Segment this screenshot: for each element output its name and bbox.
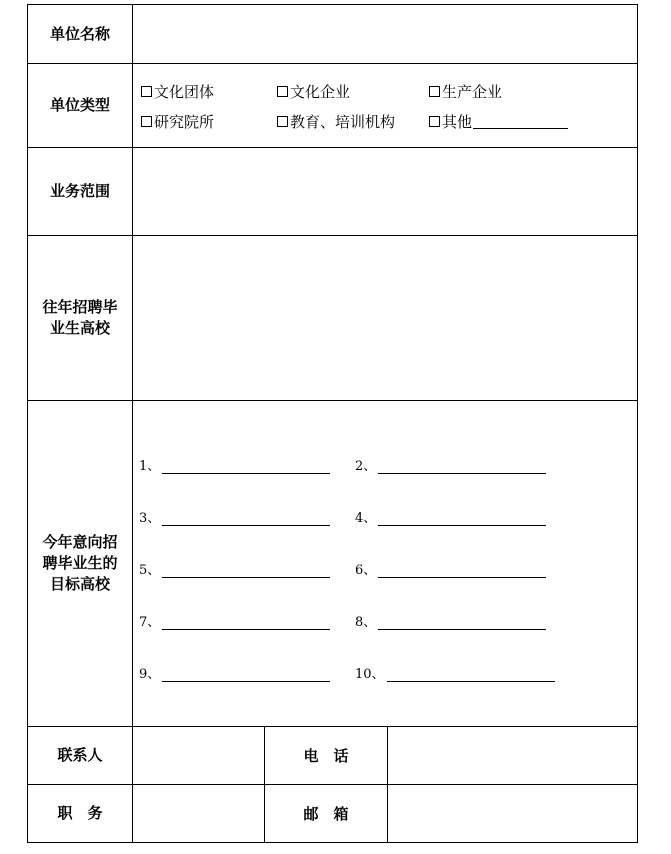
target-school-10[interactable]: 10、 [355, 663, 555, 682]
target-school-4[interactable]: 4、 [355, 507, 546, 526]
checkbox-icon[interactable] [141, 116, 152, 127]
checkbox-option-research-institute[interactable]: 研究院所 [141, 111, 214, 132]
school-input-line[interactable] [378, 617, 546, 630]
school-input-line[interactable] [387, 669, 555, 682]
target-school-8[interactable]: 8、 [355, 611, 546, 630]
phone-field[interactable] [388, 727, 637, 784]
checkbox-option-cultural-group[interactable]: 文化团体 [141, 81, 214, 102]
position-label: 职 务 [28, 785, 133, 842]
target-school-7[interactable]: 7、 [139, 611, 330, 630]
school-input-line[interactable] [162, 669, 330, 682]
target-school-2[interactable]: 2、 [355, 455, 546, 474]
unit-name-row [28, 5, 637, 64]
checkbox-icon[interactable] [429, 86, 440, 97]
checkbox-icon[interactable] [429, 116, 440, 127]
target-schools-row [28, 401, 637, 727]
checkbox-icon[interactable] [277, 116, 288, 127]
school-input-line[interactable] [162, 565, 330, 578]
checkbox-icon[interactable] [141, 86, 152, 97]
school-input-line[interactable] [162, 617, 330, 630]
target-school-1[interactable]: 1、 [139, 455, 330, 474]
contact-field[interactable] [133, 727, 265, 784]
business-scope-field[interactable] [133, 148, 637, 235]
target-school-6[interactable]: 6、 [355, 559, 546, 578]
past-schools-label: 往年招聘毕 业生高校 [28, 236, 133, 400]
unit-type-label: 单位类型 [28, 64, 133, 147]
business-scope-label: 业务范围 [28, 148, 133, 235]
position-row [28, 785, 637, 842]
unit-type-options [133, 64, 637, 147]
position-field[interactable] [133, 785, 265, 842]
checkbox-option-cultural-enterprise[interactable]: 文化企业 [277, 81, 350, 102]
school-input-line[interactable] [378, 565, 546, 578]
checkbox-option-other[interactable]: 其他 [429, 111, 568, 132]
target-school-5[interactable]: 5、 [139, 559, 330, 578]
target-school-9[interactable]: 9、 [139, 663, 330, 682]
past-schools-row [28, 236, 637, 401]
email-field[interactable] [388, 785, 637, 842]
past-schools-field[interactable] [133, 236, 637, 400]
unit-name-label: 单位名称 [28, 5, 133, 63]
school-input-line[interactable] [162, 513, 330, 526]
phone-label: 电 话 [265, 727, 388, 784]
checkbox-icon[interactable] [277, 86, 288, 97]
target-schools-label: 今年意向招 聘毕业生的 目标高校 [28, 401, 133, 726]
other-input-line[interactable] [473, 114, 568, 129]
checkbox-option-education-training[interactable]: 教育、培训机构 [277, 111, 395, 132]
school-input-line[interactable] [378, 513, 546, 526]
target-schools-list [133, 401, 637, 726]
registration-form [27, 4, 638, 843]
contact-row [28, 727, 637, 785]
business-scope-row [28, 148, 637, 236]
unit-type-row [28, 64, 637, 148]
school-input-line[interactable] [378, 461, 546, 474]
unit-name-field[interactable] [133, 5, 637, 63]
school-input-line[interactable] [162, 461, 330, 474]
email-label: 邮 箱 [265, 785, 388, 842]
contact-label: 联系人 [28, 727, 133, 784]
target-school-3[interactable]: 3、 [139, 507, 330, 526]
checkbox-option-production-enterprise[interactable]: 生产企业 [429, 81, 502, 102]
